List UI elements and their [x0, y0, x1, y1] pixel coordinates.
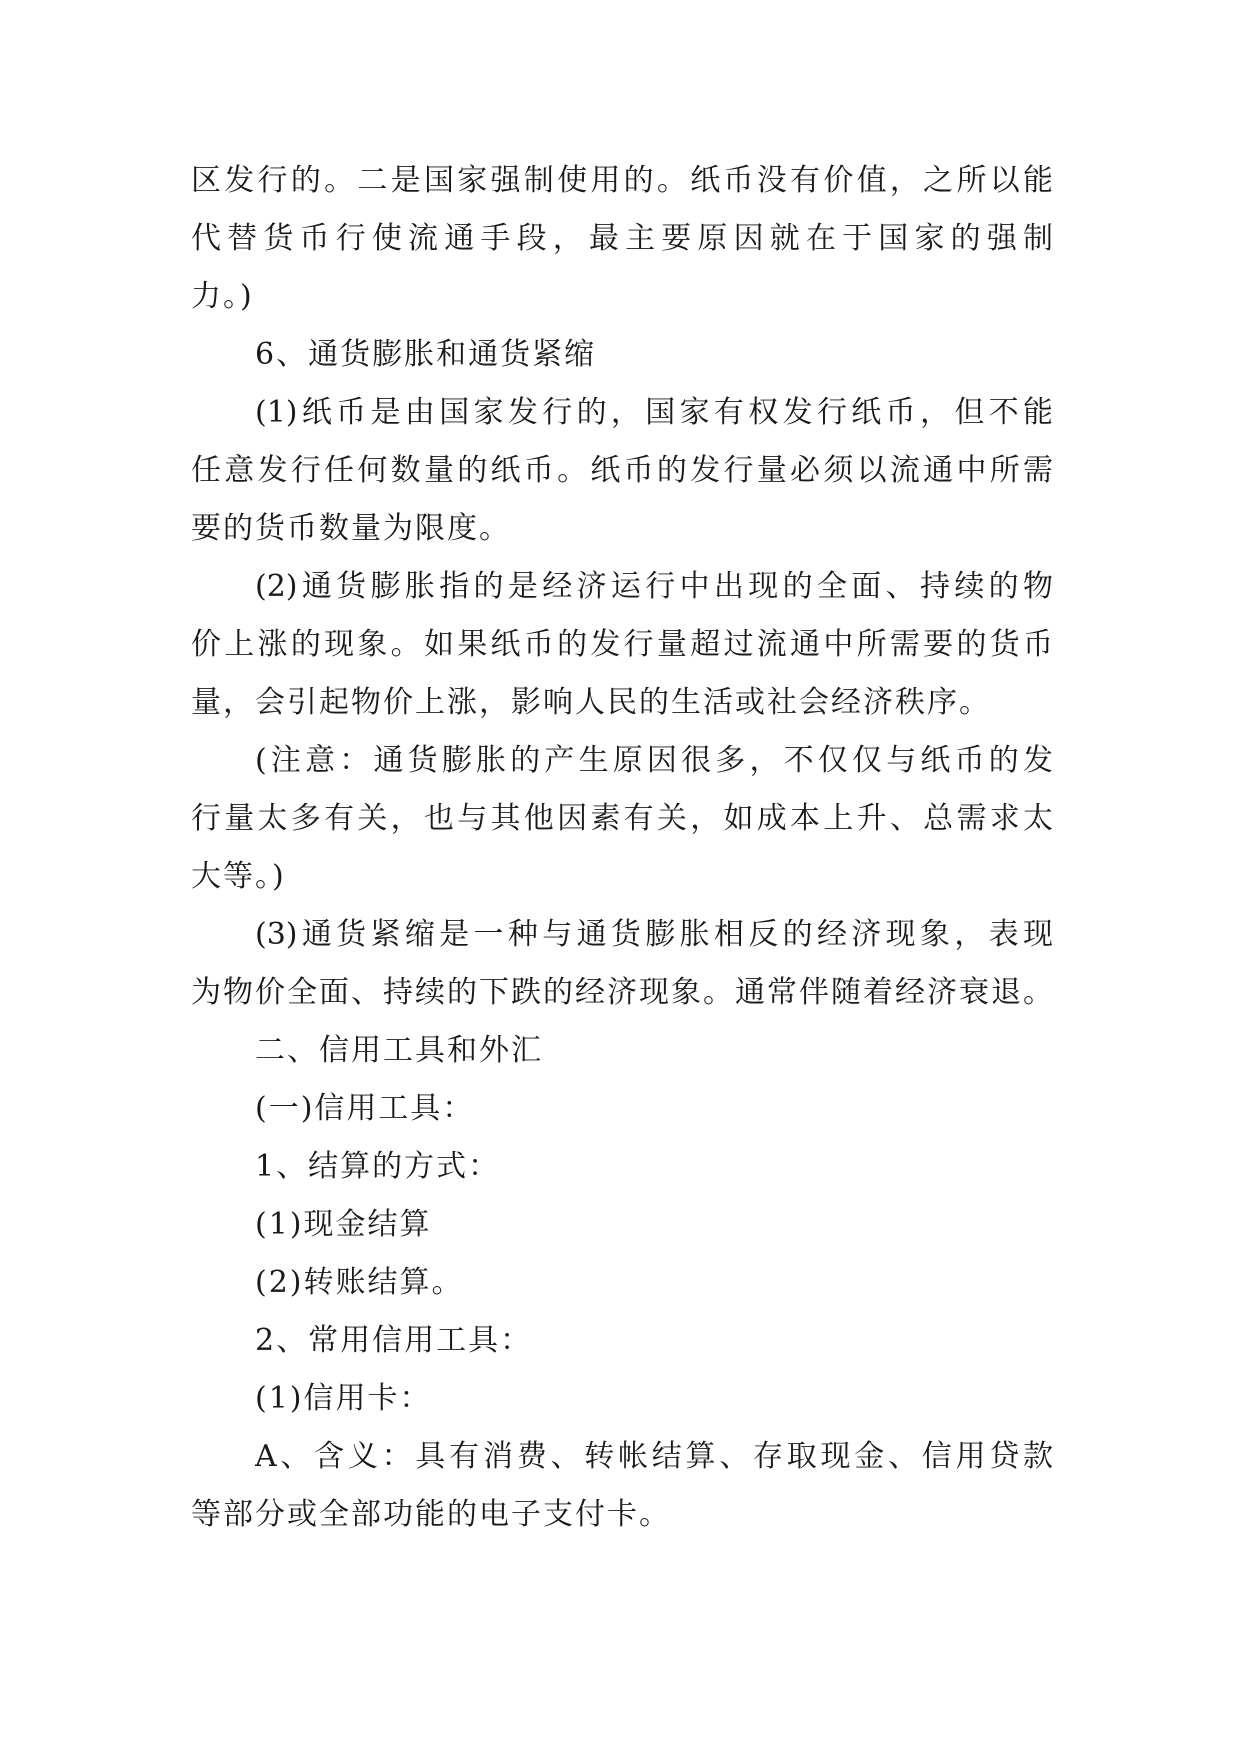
- text-line: (1)信用卡：: [255, 1381, 432, 1416]
- text-line: 大等。): [191, 859, 286, 894]
- document-body: [191, 152, 1053, 1544]
- text-line: 为物价全面、持续的下跌的经济现象。通常伴随着经济衰退。: [191, 975, 1055, 1010]
- text-line: A、含义：具有消费、转帐结算、存取现金、信用贷款: [255, 1439, 1053, 1474]
- text-line: (3)通货紧缩是一种与通货膨胀相反的经济现象，表现: [255, 917, 1053, 952]
- text-line: (注意：通货膨胀的产生原因很多，不仅仅与纸币的发: [255, 743, 1053, 778]
- text-line: 要的货币数量为限度。: [191, 511, 511, 546]
- text-line: (一)信用工具：: [255, 1091, 475, 1126]
- text-line: 代替货币行使流通手段，最主要原因就在于国家的强制: [191, 221, 1053, 256]
- text-line: 6、通货膨胀和通货紧缩: [255, 337, 597, 372]
- text-line: 二、信用工具和外汇: [255, 1033, 543, 1068]
- text-line: (1)纸币是由国家发行的，国家有权发行纸币，但不能: [255, 395, 1053, 430]
- text-line: (1)现金结算: [255, 1207, 432, 1242]
- text-line: 任意发行任何数量的纸币。纸币的发行量必须以流通中所需: [191, 453, 1053, 488]
- text-line: 等部分或全部功能的电子支付卡。: [191, 1497, 671, 1532]
- text-line: 区发行的。二是国家强制使用的。纸币没有价值，之所以能: [191, 163, 1053, 198]
- text-line: 2、常用信用工具：: [255, 1323, 533, 1358]
- text-line: 价上涨的现象。如果纸币的发行量超过流通中所需要的货币: [191, 627, 1053, 662]
- text-line: 力。): [191, 279, 254, 314]
- text-line: 1、结算的方式：: [255, 1149, 501, 1184]
- text-line: (2)转账结算。: [255, 1265, 464, 1300]
- text-line: 行量太多有关，也与其他因素有关，如成本上升、总需求太: [191, 801, 1053, 836]
- text-line: 量，会引起物价上涨，影响人民的生活或社会经济秩序。: [191, 685, 991, 720]
- text-line: (2)通货膨胀指的是经济运行中出现的全面、持续的物: [255, 569, 1053, 604]
